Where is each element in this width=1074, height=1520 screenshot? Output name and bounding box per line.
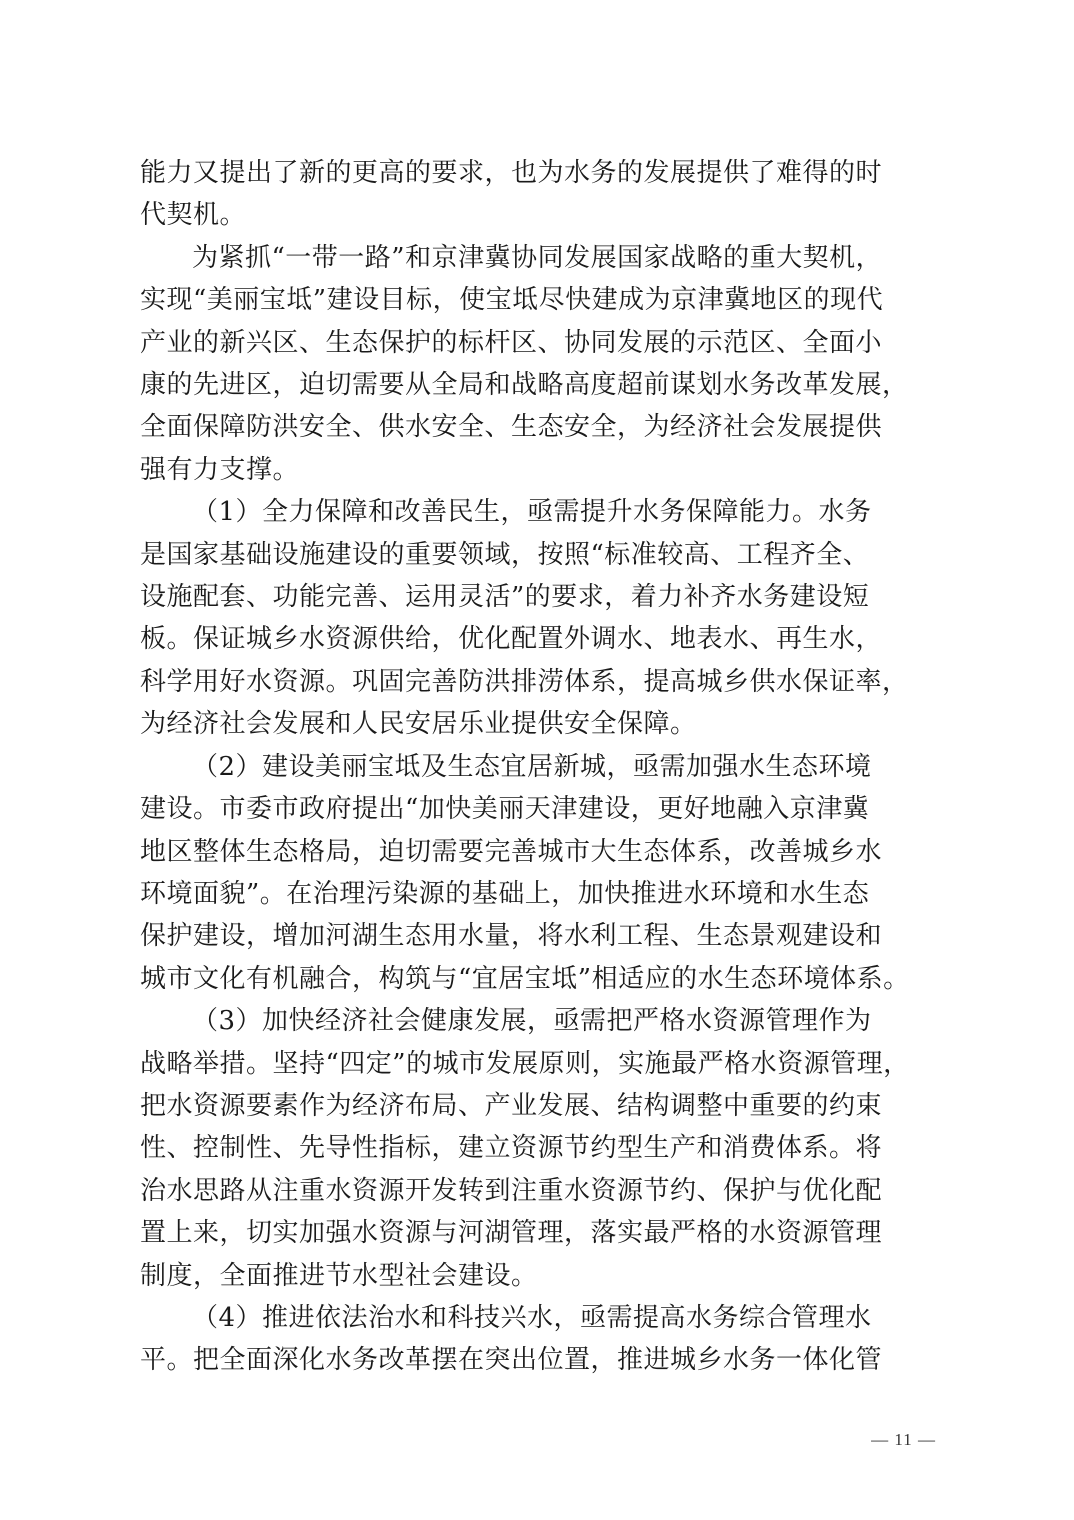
text-line: 城市文化有机融合，构筑与“宜居宝坻”相适应的水生态环境体系。 <box>140 963 910 994</box>
text-line: （2）建设美丽宝坻及生态宜居新城，亟需加强水生态环境 <box>192 751 872 782</box>
text-line: 实现“美丽宝坻”建设目标，使宝坻尽快建成为京津冀地区的现代 <box>140 285 884 316</box>
text-line: （1）全力保障和改善民生，亟需提升水务保障能力。水务 <box>192 497 872 528</box>
text-line: 建设。市委市政府提出“加快美丽天津建设，更好地融入京津冀 <box>140 794 870 825</box>
body-text <box>140 152 940 1382</box>
text-line: 性、控制性、先导性指标，建立资源节约型生产和消费体系。将 <box>140 1133 883 1164</box>
text-line: 平。把全面深化水务改革摆在突出位置，推进城乡水务一体化管 <box>140 1345 883 1376</box>
text-line: 能力又提出了新的更高的要求，也为水务的发展提供了难得的时 <box>140 158 883 188</box>
text-line: 科学用好水资源。巩固完善防洪排涝体系，提高城乡供水保证率， <box>140 666 909 697</box>
paragraph-item-4 <box>140 1297 940 1382</box>
text-line: 地区整体生态格局，迫切需要完善城市大生态体系，改善城乡水 <box>140 836 883 867</box>
paragraph-continuation <box>140 152 940 237</box>
text-line: 板。保证城乡水资源供给，优化配置外调水、地表水、再生水， <box>140 624 883 655</box>
text-line: 康的先进区，迫切需要从全局和战略高度超前谋划水务改革发展， <box>140 370 909 401</box>
page-number: — 11 — <box>871 1430 936 1449</box>
paragraph-strategic-opportunity <box>140 237 940 491</box>
text-line: 是国家基础设施建设的重要领域，按照“标准较高、工程齐全、 <box>140 539 870 570</box>
text-line: 强有力支撑。 <box>140 454 300 485</box>
paragraph-item-1 <box>140 491 940 745</box>
text-line: 保护建设，增加河湖生态用水量，将水利工程、生态景观建设和 <box>140 921 883 952</box>
text-line: 代契机。 <box>140 200 247 231</box>
text-line: 全面保障防洪安全、供水安全、生态安全，为经济社会发展提供 <box>140 412 883 443</box>
text-line: 制度，全面推进节水型社会建设。 <box>140 1260 538 1291</box>
paragraph-item-2 <box>140 746 940 1000</box>
text-line: 战略举措。坚持“四定”的城市发展原则，实施最严格水资源管理， <box>140 1048 910 1079</box>
text-line: 设施配套、功能完善、运用灵活”的要求，着力补齐水务建设短 <box>140 582 870 613</box>
text-line: 置上来，切实加强水资源与河湖管理，落实最严格的水资源管理 <box>140 1218 883 1249</box>
text-line: 为经济社会发展和人民安居乐业提供安全保障。 <box>140 709 697 740</box>
text-line: 治水思路从注重水资源开发转到注重水资源节约、保护与优化配 <box>140 1175 883 1206</box>
text-line: 环境面貌”。在治理污染源的基础上，加快推进水环境和水生态 <box>140 878 870 909</box>
text-line: （4）推进依法治水和科技兴水，亟需提高水务综合管理水 <box>192 1302 872 1333</box>
text-line: （3）加快经济社会健康发展，亟需把严格水资源管理作为 <box>192 1006 872 1037</box>
text-line: 为紧抓“一带一路”和京津冀协同发展国家战略的重大契机， <box>192 242 883 273</box>
paragraph-item-3 <box>140 1000 940 1297</box>
text-line: 产业的新兴区、生态保护的标杆区、协同发展的示范区、全面小 <box>140 327 883 358</box>
text-line: 把水资源要素作为经济布局、产业发展、结构调整中重要的约束 <box>140 1090 883 1121</box>
